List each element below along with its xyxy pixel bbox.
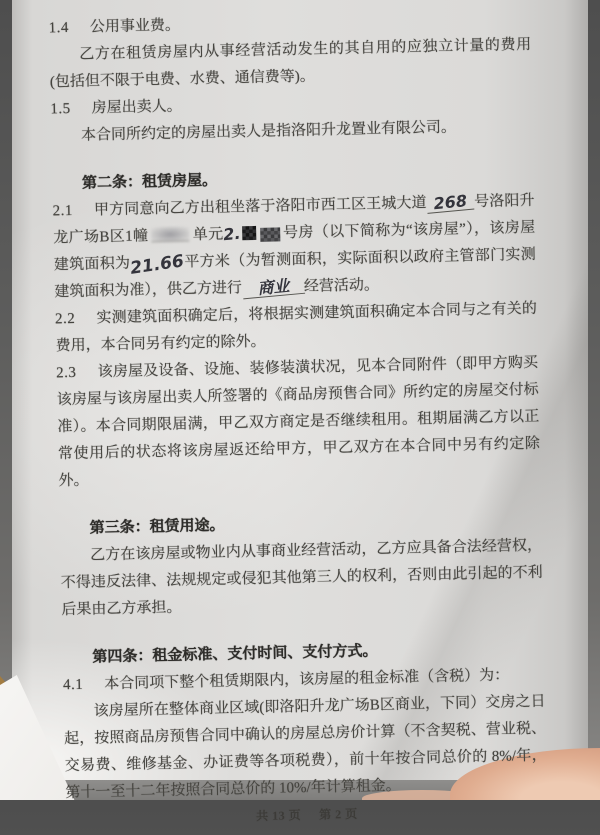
article-4-heading: 第四条：租金标准、支付时间、支付方式。: [92, 643, 378, 666]
contract-text-block: [4, 0, 597, 824]
clause-text: 甲方同意向乙方出租坐落于洛阳市西工区王城大道: [93, 195, 427, 219]
clause-text: 本合同项下整个租赁期限内，该房屋的租金标准（含税）为：: [104, 667, 510, 693]
redaction-blur-building: [151, 226, 189, 242]
clause-number: 1.4: [48, 19, 70, 37]
clause-text: 经营活动。: [303, 277, 380, 295]
clause-number: 4.1: [62, 676, 84, 694]
clause-number: 2.2: [54, 310, 76, 328]
clause-text: 号房（以下简称为“该房屋”），该房屋建筑面积为: [53, 219, 536, 274]
clause-text: 平方米（为暂测面积，实际面积以政府主管部门实测建筑面积为准），供乙方进行: [54, 246, 536, 301]
article-2-heading: 第二条：租赁房屋。: [81, 172, 218, 192]
handwritten-usage: 商业: [241, 277, 304, 300]
clause-number: 1.5: [50, 100, 71, 118]
paragraph-4-1: 该房屋所在整体商业区域(即洛阳升龙广场B区商业，下同）交房之日起，按照商品房预售合同中确认的房屋总房价计算（不含契税、营业税、交易费、维修基金、办证费等各项税费），前十年按合同总价的 8%/年，第十一至十二年按照合同总价的 10%/年计算租金。: [64, 693, 547, 802]
clause-text: 号洛阳升龙广场B区1幢: [53, 192, 535, 247]
clause-title: 公用事业费。: [89, 17, 181, 36]
clause-text: 实测建筑面积确定后，将根据实测建筑面积确定本合同与之有关的费用，本合同另有约定的除外。: [55, 300, 538, 355]
redaction-mosaic-room-1: [243, 226, 257, 240]
total-pages-label: 共 13 页: [256, 808, 302, 824]
paragraph-1-4: 乙方在租赁房屋内从事经营活动发生的其自用的应独立计量的费用(包括但不限于电费、水费、通信费等)。: [49, 36, 532, 91]
clause-text: 该房屋及设备、设施、装修装潢状况，见本合同附件（即甲方购买该房屋与该房屋出卖人所签署的《商品房预售合同》所约定的房屋交付标准）。本合同期限届满，甲乙双方商定是否继续租用。租期届满乙方以正常使用后的状态将该房屋返还给甲方，甲乙双方在本合同中另有约定除外。: [56, 354, 541, 490]
clause-number: 2.1: [52, 202, 74, 220]
handwritten-unit-number: 2.: [222, 223, 242, 245]
paragraph-1-5: 本合同所约定的房屋出卖人是指洛阳升龙置业有限公司。: [80, 119, 457, 144]
current-page-label: 第 2 页: [319, 806, 358, 822]
handwritten-area-value: 21.66: [129, 251, 186, 279]
clause-number: 2.3: [56, 364, 77, 382]
handwritten-street-number: 268: [426, 193, 475, 214]
clause-2-1: [52, 188, 536, 306]
clause-text: 单元: [192, 226, 224, 244]
clause-title: 房屋出卖人。: [91, 98, 182, 117]
article-3-heading: 第三条：租赁用途。: [89, 517, 225, 537]
clause-2-3: [56, 350, 541, 495]
redaction-mosaic-room-2: [261, 227, 281, 241]
paragraph-3: 乙方在该房屋或物业内从事商业经营活动，乙方应具备合法经营权，不得违反法律、法规规定或侵犯其他第三人的权利，否则由此引起的不利后果由乙方承担。: [60, 537, 543, 619]
